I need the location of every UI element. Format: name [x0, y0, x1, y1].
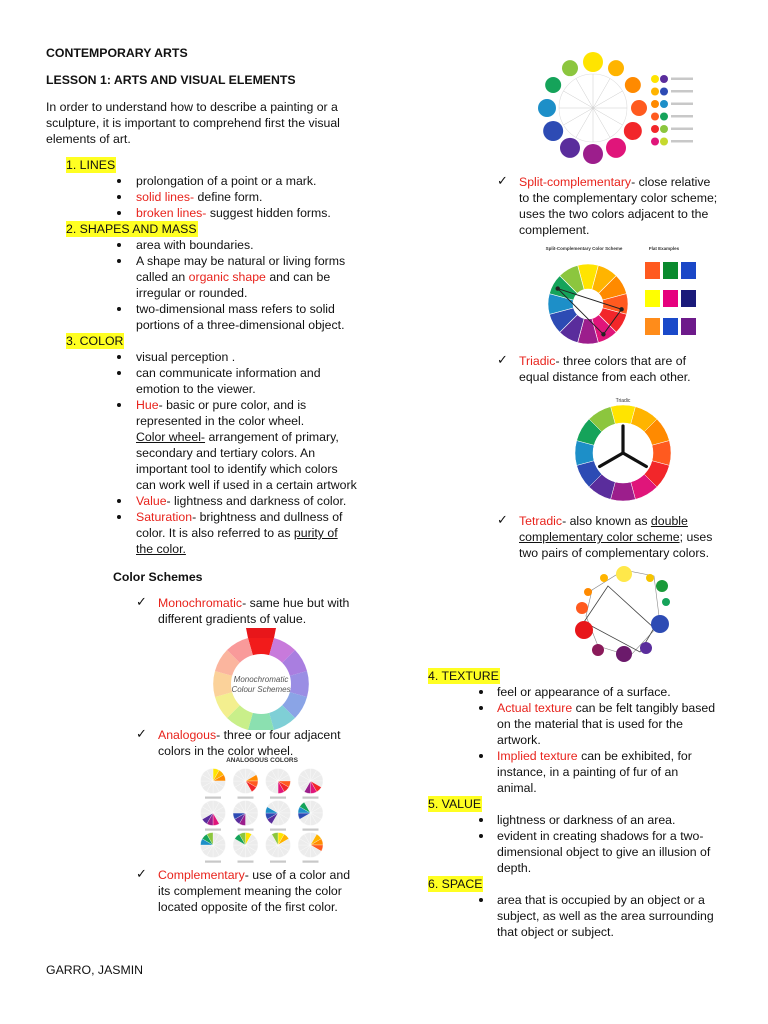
- lines-bullet-1: prolongation of a point or a mark.: [136, 174, 317, 188]
- tetradic-term: Tetradic: [519, 514, 563, 528]
- mono-image-label-2: Colour Schemes: [231, 685, 291, 694]
- check-icon: ✓: [497, 352, 508, 367]
- check-icon: ✓: [136, 866, 147, 881]
- space-bullet-l2: subject, as well as the area surrounding: [497, 909, 714, 923]
- texture-bullet-3-l3: animal.: [497, 781, 537, 795]
- mono-image-label-1: Monochromatic: [233, 675, 289, 684]
- complementary-term: Complementary: [158, 868, 245, 882]
- bullet-dot: [117, 179, 121, 183]
- actual-texture-term: Actual texture: [497, 701, 573, 715]
- author-footer: GARRO, JASMIN: [46, 963, 144, 977]
- bullet-dot: [479, 834, 483, 838]
- value-term: Value: [136, 494, 167, 508]
- monochromatic-line-1: Monochromatic- same hue but with: [158, 596, 350, 610]
- analogous-line-2: colors in the color wheel.: [158, 744, 294, 758]
- saturation-line-1: Saturation- brightness and dullness of: [136, 510, 343, 524]
- color-schemes-heading: Color Schemes: [113, 570, 203, 584]
- color-bullet-2-l2: emotion to the viewer.: [136, 382, 256, 396]
- lesson-title: LESSON 1: ARTS AND VISUAL ELEMENTS: [46, 73, 296, 87]
- triadic-image-title: Triadic: [615, 398, 631, 404]
- color-wheel-line-2: secondary and tertiary colors. An: [136, 446, 316, 460]
- split-complementary-term: Split-complementary: [519, 175, 632, 189]
- triadic-term: Triadic: [519, 354, 556, 368]
- implied-texture-term: Implied texture: [497, 749, 578, 763]
- check-icon: ✓: [136, 594, 147, 609]
- color-wheel-line-4: can work well if used in a certain artwork: [136, 478, 357, 492]
- texture-bullet-3-l1: Implied texture can be exhibited, for: [497, 749, 692, 763]
- shapes-bullet-2-l1: A shape may be natural or living forms: [136, 254, 346, 268]
- value-bullet-2-l2: dimensional object to give an illusion of: [497, 845, 711, 859]
- bullet-dot: [117, 307, 121, 311]
- bullet-dot: [117, 403, 121, 407]
- split-complementary-image: [542, 242, 704, 354]
- space-bullet-l3: that object or subject.: [497, 925, 614, 939]
- bullet-dot: [117, 211, 121, 215]
- space-heading: 6. SPACE: [428, 877, 483, 891]
- space-bullet-l1: area that is occupied by an object or a: [497, 893, 705, 907]
- monochromatic-term: Monochromatic: [158, 596, 243, 610]
- color-wheel-line-1: Color wheel- arrangement of primary,: [136, 430, 339, 444]
- shapes-bullet-2-l3: irregular or rounded.: [136, 286, 248, 300]
- saturation-term: Saturation: [136, 510, 193, 524]
- monochromatic-line-2: different gradients of value.: [158, 612, 307, 626]
- color-wheel-term: Color wheel-: [136, 430, 206, 444]
- bullet-dot: [117, 371, 121, 375]
- color-wheel-line-3: important tool to identify which colors: [136, 462, 338, 476]
- bullet-dot: [117, 499, 121, 503]
- split-image-title: Split-Complementary Color Scheme: [545, 246, 623, 251]
- check-icon: ✓: [497, 173, 508, 188]
- shapes-bullet-3-l1: two-dimensional mass refers to solid: [136, 302, 335, 316]
- bullet-dot: [479, 898, 483, 902]
- complementary-line-2: its complement meaning the color: [158, 884, 342, 898]
- hue-line-1: Hue- basic or pure color, and is: [136, 398, 307, 412]
- analogous-line-1: Analogous- three or four adjacent: [158, 728, 341, 742]
- bullet-dot: [479, 818, 483, 822]
- intro-line-3: elements of art.: [46, 132, 131, 146]
- analogous-image-title: ANALOGOUS COLORS: [226, 757, 298, 764]
- document-title: CONTEMPORARY ARTS: [46, 46, 188, 60]
- shapes-bullet-3-l2: portions of a three-dimensional object.: [136, 318, 345, 332]
- triadic-line-2: equal distance from each other.: [519, 370, 691, 384]
- monochromatic-wheel-image: [208, 626, 314, 730]
- texture-bullet-3-l2: instance, in a painting of fur of an: [497, 765, 679, 779]
- bullet-dot: [117, 515, 121, 519]
- complementary-line-1: Complementary- use of a color and: [158, 868, 351, 882]
- texture-bullet-2-l1: Actual texture can be felt tangibly based: [497, 701, 716, 715]
- color-heading: 3. COLOR: [66, 334, 124, 348]
- bullet-dot: [117, 259, 121, 263]
- check-icon: ✓: [136, 726, 147, 741]
- lines-bullet-3: broken lines- suggest hidden forms.: [136, 206, 331, 220]
- shapes-bullet-1: area with boundaries.: [136, 238, 254, 252]
- intro-line-1: In order to understand how to describe a painting or a: [46, 100, 338, 114]
- shapes-heading: 2. SHAPES AND MASS: [66, 222, 197, 236]
- triadic-wheel-image: [560, 395, 686, 503]
- organic-shape-term: organic shape: [188, 270, 266, 284]
- triadic-line-1: Triadic- three colors that are of: [519, 354, 686, 368]
- lines-heading: 1. LINES: [66, 158, 116, 172]
- bullet-dot: [117, 195, 121, 199]
- complementary-line-3: located opposite of the first color.: [158, 900, 338, 914]
- bullet-dot: [479, 754, 483, 758]
- tetradic-line-3: two pairs of complementary colors.: [519, 546, 709, 560]
- bullet-dot: [479, 706, 483, 710]
- color-bullet-2-l1: can communicate information and: [136, 366, 321, 380]
- value-heading: 5. VALUE: [428, 797, 482, 811]
- intro-line-2: sculpture, it is important to comprehend first the visual: [46, 116, 340, 130]
- lines-bullet-2: solid lines- define form.: [136, 190, 263, 204]
- tetradic-line-2: complementary color scheme; uses: [519, 530, 713, 544]
- hue-term: Hue: [136, 398, 159, 412]
- complementary-wheel-image: [538, 46, 708, 172]
- texture-bullet-1: feel or appearance of a surface.: [497, 685, 671, 699]
- texture-bullet-2-l3: artwork.: [497, 733, 541, 747]
- tetradic-line-1: Tetradic- also known as double: [519, 514, 688, 528]
- texture-bullet-2-l2: on the material that is used for the: [497, 717, 683, 731]
- analogous-colors-image: [196, 755, 328, 867]
- analogous-term: Analogous: [158, 728, 217, 742]
- solid-lines-term: solid lines-: [136, 190, 195, 204]
- check-icon: ✓: [497, 512, 508, 527]
- split-line-3: uses the two colors adjacent to the: [519, 207, 709, 221]
- value-bullet-2-l3: depth.: [497, 861, 532, 875]
- tetradic-wheel-image: [558, 562, 690, 664]
- saturation-line-2: color. It is also referred to as purity of: [136, 526, 338, 540]
- texture-heading: 4. TEXTURE: [428, 669, 499, 683]
- saturation-line-3: the color.: [136, 542, 186, 556]
- split-line-2: to the complementary color scheme;: [519, 191, 718, 205]
- split-line-1: Split-complementary- close relative: [519, 175, 711, 189]
- bullet-dot: [117, 355, 121, 359]
- color-bullet-1: visual perception .: [136, 350, 236, 364]
- value-bullet-1: lightness or darkness of an area.: [497, 813, 676, 827]
- hue-line-2: represented in the color wheel.: [136, 414, 305, 428]
- split-image-subtitle: Flat Examples: [648, 246, 680, 251]
- split-line-4: complement.: [519, 223, 590, 237]
- shapes-bullet-2-l2: called an organic shape and can be: [136, 270, 331, 284]
- value-bullet: Value- lightness and darkness of color.: [136, 494, 347, 508]
- broken-lines-term: broken lines-: [136, 206, 207, 220]
- bullet-dot: [479, 690, 483, 694]
- bullet-dot: [117, 243, 121, 247]
- value-bullet-2-l1: evident in creating shadows for a two-: [497, 829, 704, 843]
